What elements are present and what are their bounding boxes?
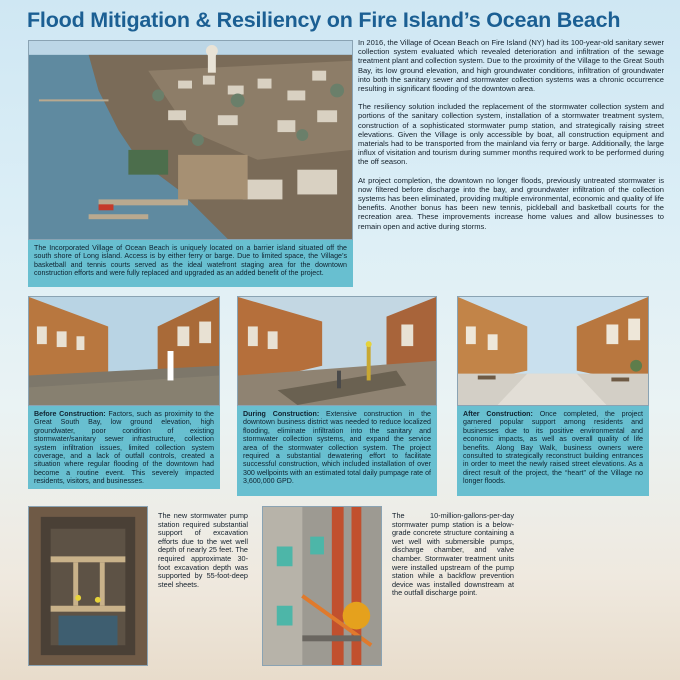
during-text: Extensive construction in the downtown business district was needed to reduce localized flooding, eliminate infiltration into the sanitary and stormwater collection systems, and expand the service area of the stormwater collection system. The project required a substantial dewatering effort to facilitate successful construction, which included installation of over 300 wellpoints with an estimated total daily pumpage rate of 3,600,000 GPD. — [243, 410, 431, 486]
excavation-text: The new stormwater pump station required substantial support of excavation efforts due to the wet well depth of nearly 25 feet. The required approximate 30-foot excavation depth was supported by 55-foot-deep steel sheets. — [158, 511, 248, 589]
intro-paragraph: At project completion, the downtown no longer floods, previously untreated stormwater is now filtered before discharge into the bay, and groundwater infiltration of the collection systems has been eliminated, providing multiple environmental, economic and quality of life benefits. Another bonus has been new tennis, pickleball and basketball courts for the recreation area. These improvements increase home values and allow businesses to remain open and active during storms. — [358, 175, 664, 231]
pump-station-photo — [262, 506, 382, 666]
before-photo — [28, 296, 220, 406]
during-photo — [237, 296, 437, 406]
after-label: After Construction: — [463, 410, 533, 418]
during-label: During Construction: — [243, 410, 320, 418]
pump-station-text: The 10-million-gallons-per-day stormwater pump station is a below-grade concrete structure containing a wet well with submersible pumps, discharge chamber, and valve chamber. Stormwater treatment units were installed upstream of the pump station while a backflow prevention device was installed downstream at the outfall discharge point. — [392, 511, 514, 598]
after-photo — [457, 296, 649, 406]
aerial-caption — [28, 240, 353, 287]
intro-paragraph: In 2016, the Village of Ocean Beach on Fire Island (NY) had its 100-year-old sanitary sewer collection system evaluated which revealed deterioration and infiltration of the sewage treatment plant and collection system. Due to the proximity of the Village to the Great South Bay, its low ground elevation, and high groundwater conditions, infiltration of groundwater into both the sanitary sewer and stormwater collection systems was a chronic occurrence resulting in significant flooding of the downtown area. — [358, 38, 664, 94]
intro-paragraph: The resiliency solution included the replacement of the stormwater collection system and portions of the sanitary collection system, installation of a stormwater treatment system, construction of a sophisticated stormwater pump station, and strategically raising street elevations. Given the Village is only accessible by boat, all construction equipment and materials had to be transported from the mainland via ferry or barge. Additionally, the large influx of visitation and tourism during summer months required work to be performed during the off season. — [358, 102, 664, 167]
aerial-photo — [28, 40, 353, 240]
after-text: Once completed, the project garnered popular support among residents and businesses due to its positive environmental and economic impacts, as well as overall quality of life benefits. Along Bay Walk, business owners were consulted to strategically reconstruct building entrances in order to meet the newly raised street elevations. As a direct result of the project, the “heart” of the Village no longer floods. — [463, 410, 643, 486]
after-caption — [457, 406, 649, 496]
page-title: Flood Mitigation & Resiliency on Fire Island’s Ocean Beach — [27, 8, 621, 32]
excavation-photo — [28, 506, 148, 666]
before-label: Before Construction: — [34, 410, 106, 418]
intro-text — [358, 38, 664, 240]
aerial-caption-text: The Incorporated Village of Ocean Beach is uniquely located on a barrier island situated off the south shore of Long island. Access is by either ferry or barge. Due to limited space, the Village’s basketball and tennis courts served as the ideal watefront staging area for the downtown construction efforts and were fully replaced and upgraded as an added benefit of the project. — [34, 244, 347, 278]
before-caption — [28, 406, 220, 489]
before-text: Factors, such as proximity to the Great South Bay, low ground elevation, high groundwater, poor condition of existing stormwater/sanitary sewer infrastructure, collection system infiltration issues, limited collection system coverage, and a lack of outfall controls, created a situation where regular flooding of the downtown had become a routine event. This severely impacted residents, visitors, and businesses. — [34, 410, 214, 486]
during-caption — [237, 406, 437, 496]
